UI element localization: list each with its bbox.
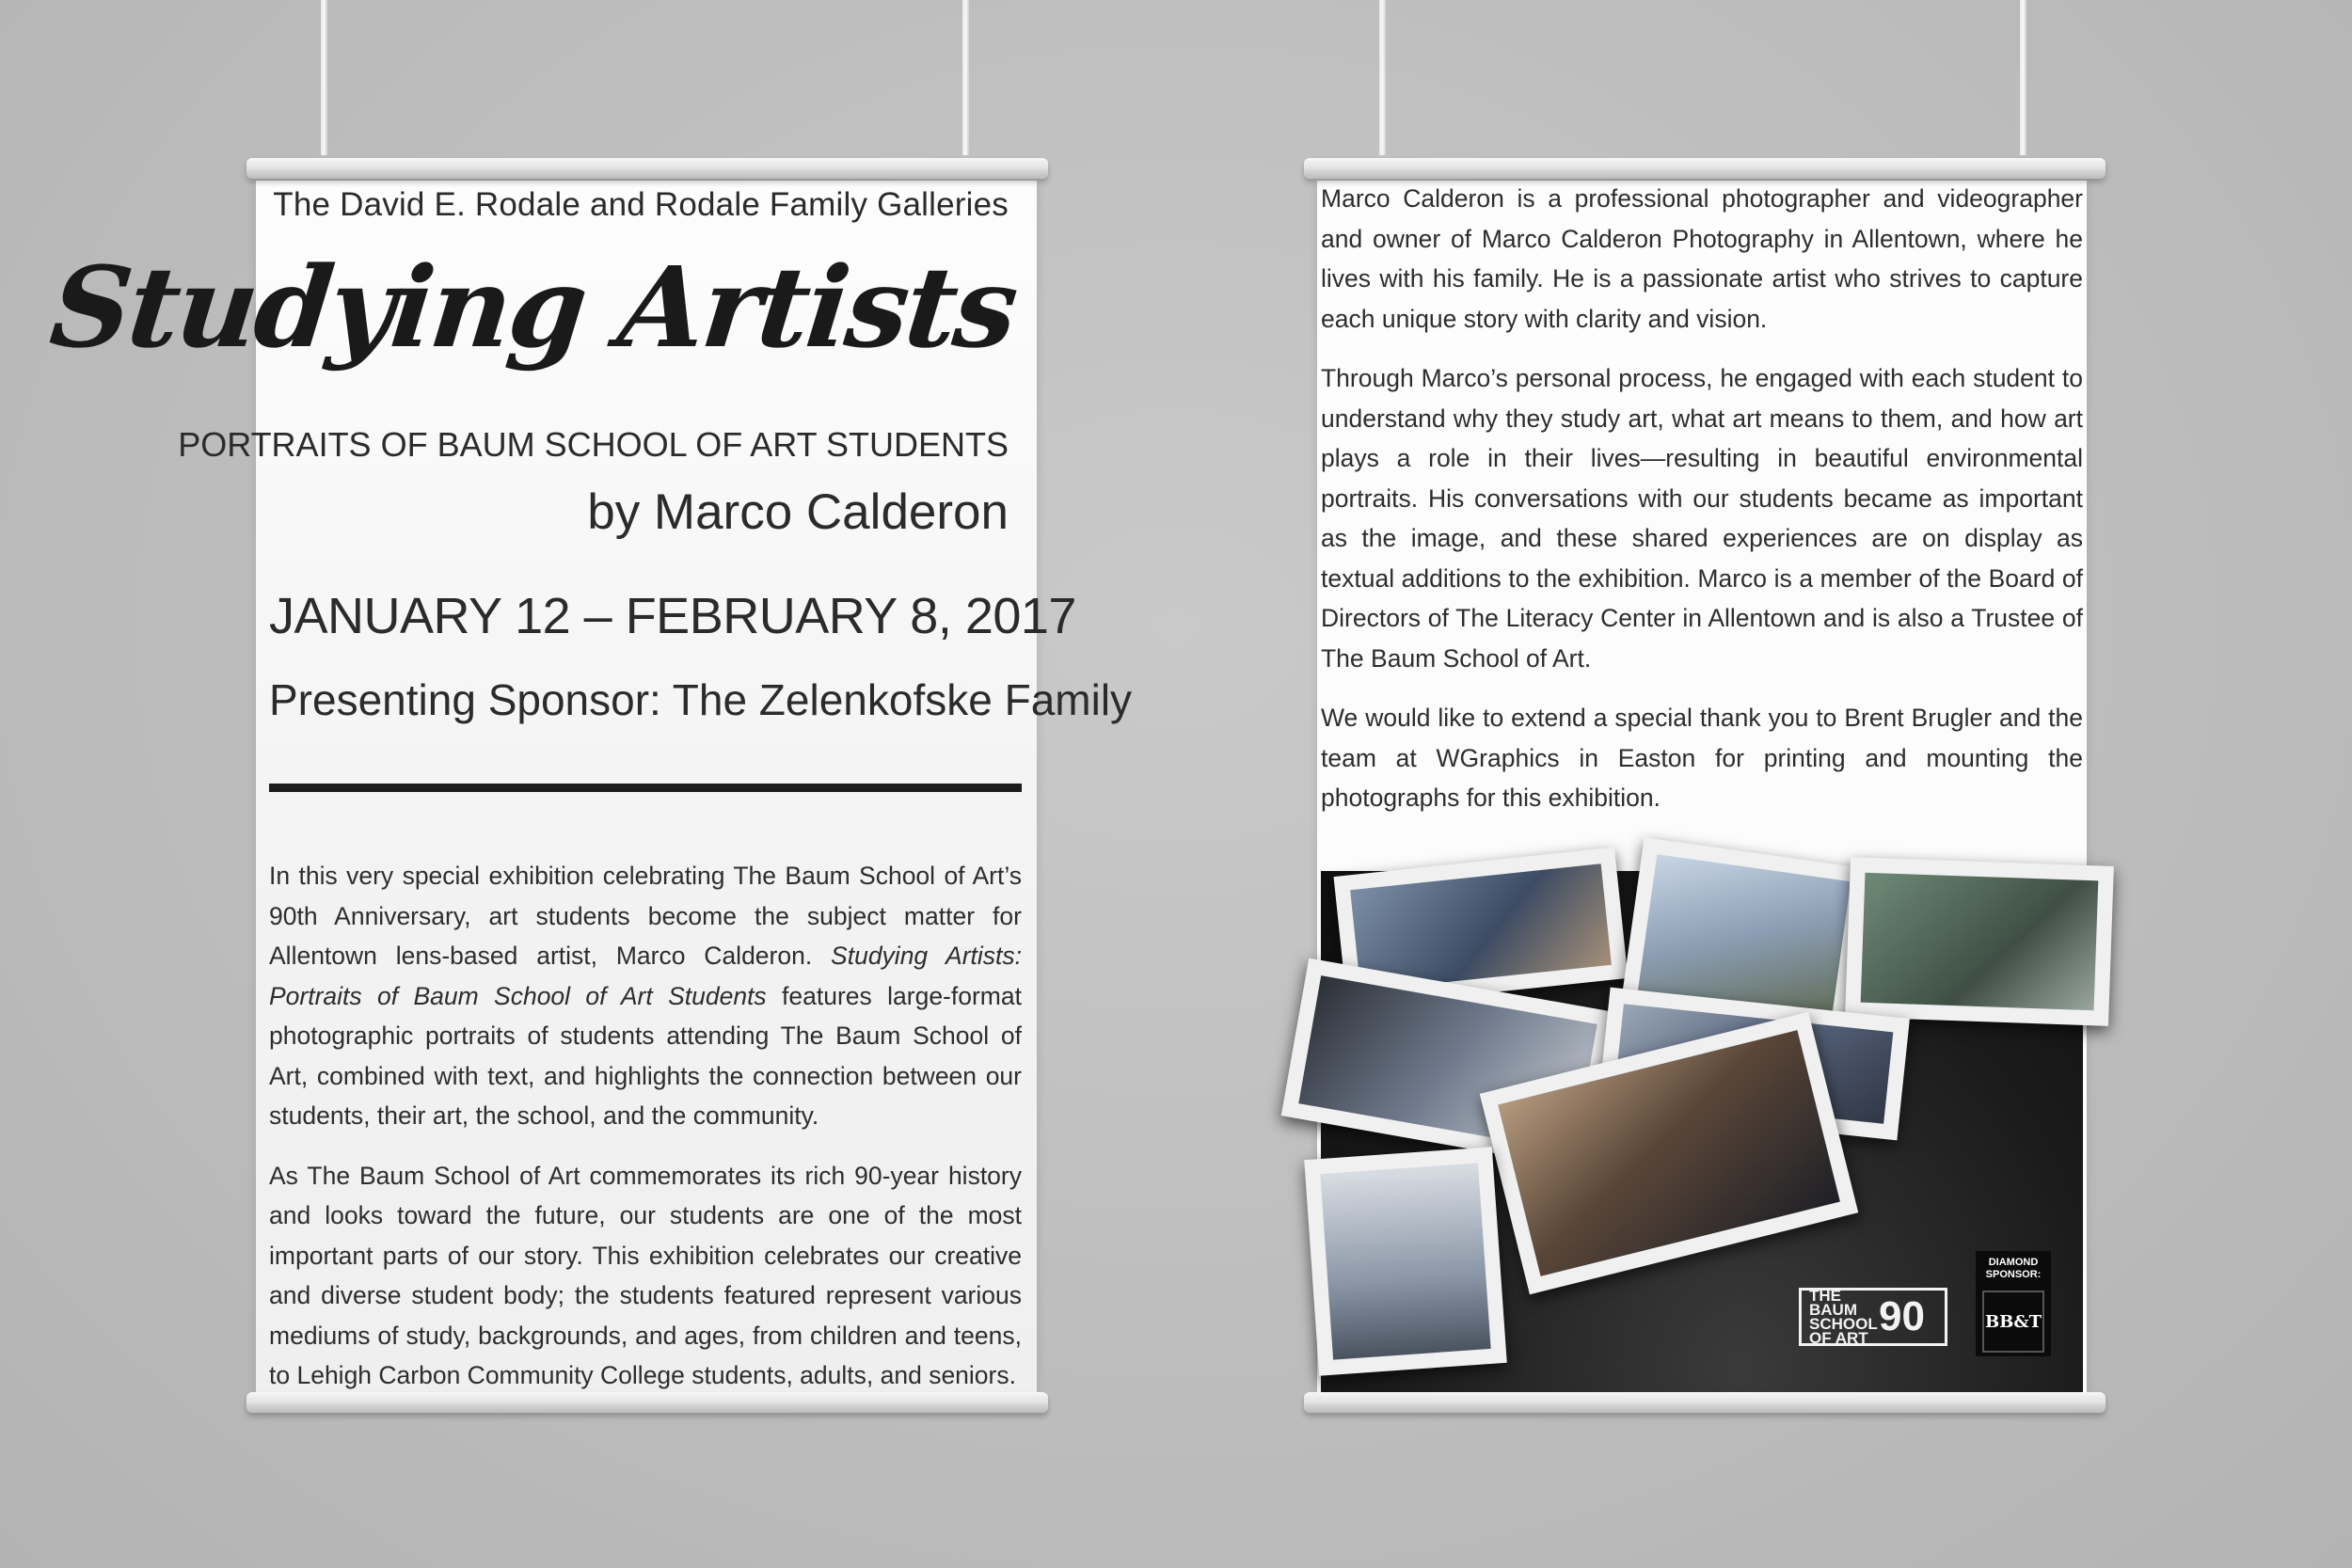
presenting-sponsor: Presenting Sponsor: The Zelenkofske Family <box>269 675 1133 724</box>
bio-paragraph-1: Marco Calderon is a professional photographer and videographer and owner of Marco Calderon Photography in Allentown, where he lives with his family. He is a passionate artist who strives to capture each unique story with clarity and vision. <box>1321 184 2083 333</box>
exhibition-dates: JANUARY 12 – FEBRUARY 8, 2017 <box>269 588 1076 644</box>
poster-top-rod <box>1304 158 2106 179</box>
photo-print <box>1304 1147 1507 1375</box>
bbt-logo: BB&T <box>1982 1291 2044 1353</box>
acknowledgement-paragraph: We would like to extend a special thank you to Brent Brugler and the team at WGraphics in Easton for printing and mounting the photographs for this exhibition. <box>1321 704 2083 812</box>
exhibition-title: Studying Artists <box>44 242 1022 372</box>
bio-paragraph-2: Through Marco’s personal process, he engaged with each student to understand why they study art, what art means to them, and how art plays a role in their lives—resulting in beautiful environmental portraits. His conversations with our students became as important as the image, and these shared experiences are on display as textual additions to the exhibition. Marco is a member of the Board of Directors of The Literacy Center in Allentown and is also a Trustee of The Baum School of Art. <box>1321 364 2083 673</box>
artist-byline: by Marco Calderon <box>587 484 1009 540</box>
gallery-name: The David E. Rodale and Rodale Family Galleries <box>273 186 1009 223</box>
description-paragraph-2: As The Baum School of Art commemorates its rich 90-year history and looks toward the future, our students are one of the most important parts of our story. This exhibition celebrates our creative and diverse student body; the students featured represent various mediums of study, backgrounds, and ages, from children and teens, to Lehigh Carbon Community College students, adults, and seniors. <box>269 1161 1022 1389</box>
artist-bio <box>1321 179 2083 838</box>
divider <box>269 784 1022 792</box>
diamond-sponsor-badge <box>1976 1251 2051 1356</box>
hanging-wire <box>2020 0 2026 155</box>
exhibition-subtitle: PORTRAITS OF BAUM SCHOOL OF ART STUDENTS <box>178 425 1009 464</box>
poster-bottom-rod <box>1304 1392 2106 1413</box>
photo-print <box>1845 857 2114 1026</box>
baum-school-90-logo: THE BAUM SCHOOL OF ART 90 <box>1799 1288 1947 1346</box>
exhibition-poster-right <box>1317 181 2087 1394</box>
description-paragraph-1: In this very special exhibition celebrating The Baum School of Art’s 90th Anniversary, art students become the subject matter for Allentown lens-based artist, Marco Calderon. Studying Artists: Portraits of Baum School of Art Students features large-format photographic portraits of students attending The Baum School of Art, combined with text, and highlights the connection between our students, their art, the school, and the community. <box>269 862 1023 1130</box>
hanging-wire <box>962 0 969 155</box>
hanging-wire <box>1379 0 1386 155</box>
poster-bottom-rod <box>246 1392 1048 1413</box>
scattered-photographs-image <box>1321 871 2083 1394</box>
exhibition-description <box>269 856 1022 1416</box>
diamond-sponsor-label: DIAMOND SPONSOR: <box>1985 1257 2042 1280</box>
exhibition-poster-left <box>44 181 1133 1394</box>
poster-top-rod <box>246 158 1048 179</box>
hanging-wire <box>321 0 327 155</box>
